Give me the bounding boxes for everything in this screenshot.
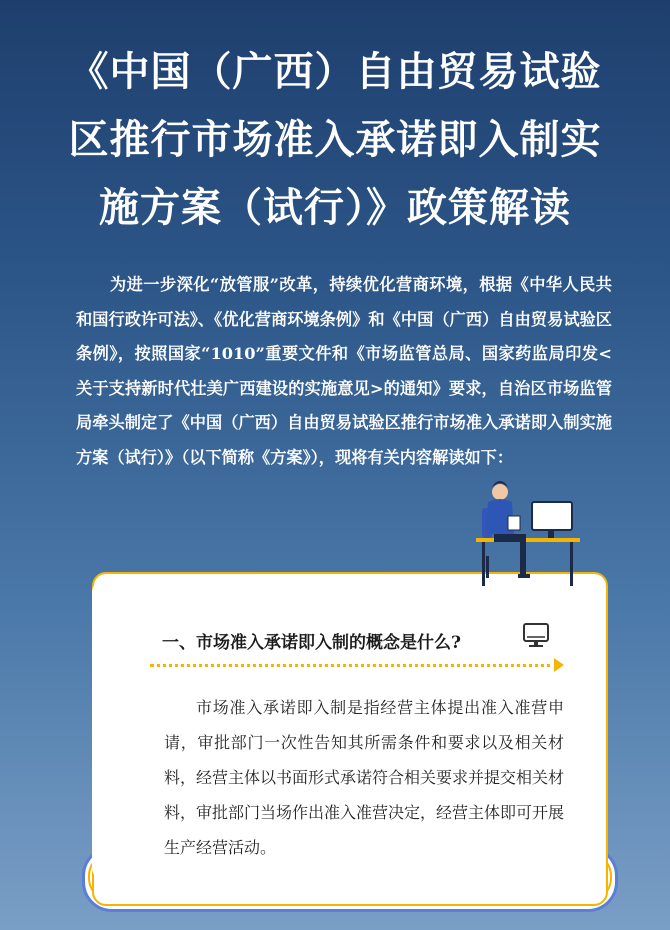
title-line-1: 《中国（广西）自由贸易试验 <box>68 49 602 95</box>
answer-paragraph: 市场准入承诺即入制是指经营主体提出准入准营申请，审批部门一次性告知其所需条件和要求以及相关材料，经营主体以书面形式承诺符合相关要求并提交相关材料，审批部门当场作出准入准营决定，经营主体即可开展生产经营活动。 <box>164 698 565 857</box>
page-title <box>0 38 670 242</box>
dotted-divider <box>150 664 558 667</box>
faq-card <box>92 580 604 880</box>
question-heading: 一、市场准入承诺即入制的概念是什么? <box>162 633 461 653</box>
monitor-icon <box>522 622 550 648</box>
intro-paragraph: 为进一步深化“放管服”改革，持续优化营商环境，根据《中华人民共和国行政许可法》、《优化营商环境条例》和《中国（广西）自由贸易试验区条例》，按照国家“1010”重要文件和《市场监管总局、国家药监局印发<关于支持新时代壮美广西建设的实施意见>的通知》要求，自治区市场监管局牵头制定了《中国（广西）自由贸易试验区推行市场准入承诺即入制实施方案（试行）》（以下简称《方案》），现将有关内容解读如下： <box>76 275 612 467</box>
title-line-3: 施方案（试行）》政策解读 <box>99 185 571 231</box>
title-line-2: 区推行市场准入承诺即入制实 <box>68 117 602 163</box>
office-worker-illustration <box>472 478 582 588</box>
arrow-head-icon <box>554 658 564 672</box>
